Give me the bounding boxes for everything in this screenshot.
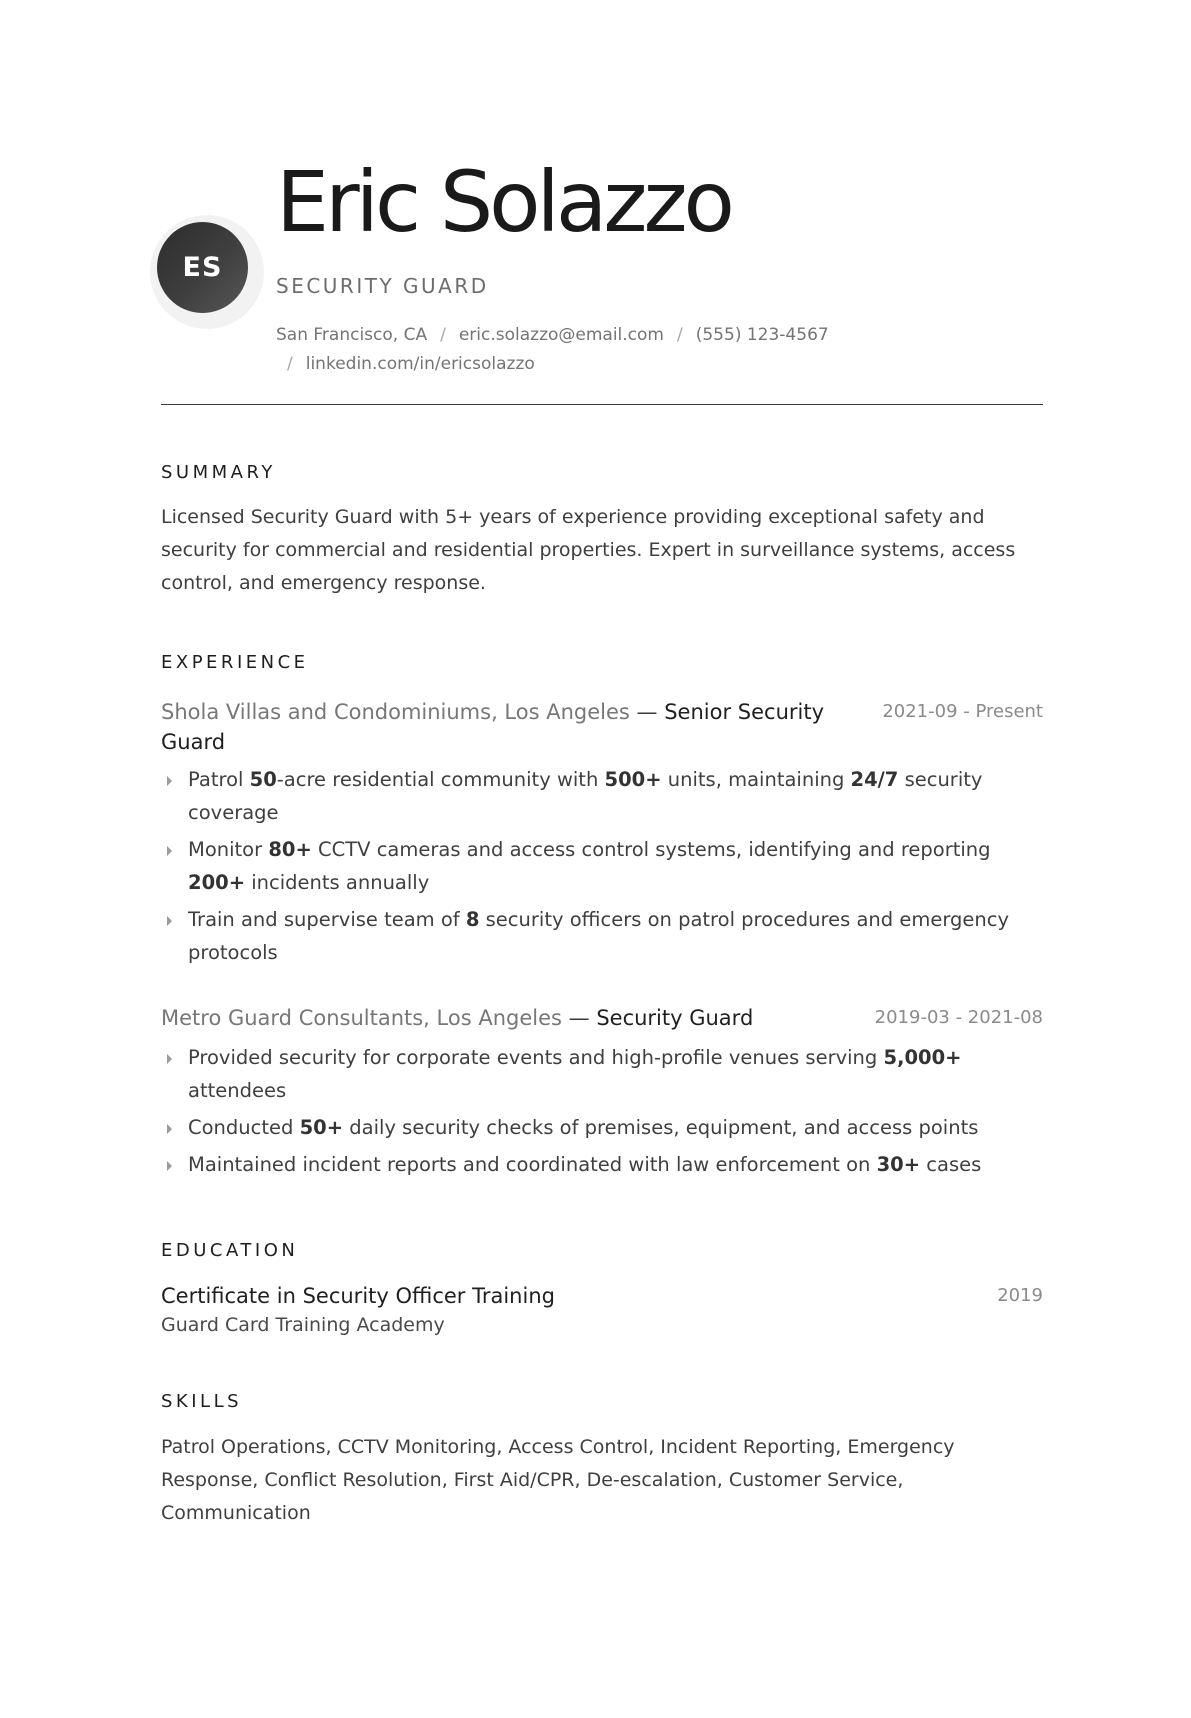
bullet-text: daily security checks of premises, equipment, and access points xyxy=(343,1116,979,1139)
bullet-text: Monitor xyxy=(188,838,269,861)
skills-text: Patrol Operations, CCTV Monitoring, Access Control, Incident Reporting, Emergency Response, Conflict Resolution, First Aid/CPR, De-escalation, Customer Service, Communication xyxy=(161,1436,955,1524)
skills-heading: SKILLS xyxy=(161,1391,243,1412)
bullet-highlight: 30+ xyxy=(876,1153,921,1176)
job-bullets xyxy=(161,763,1043,973)
job-company: Shola Villas and Condominiums, Los Angeles xyxy=(161,700,630,724)
header-divider xyxy=(161,404,1043,405)
job-header: Shola Villas and Condominiums, Los Angeles — Senior Security Guard 2021-09 - Present xyxy=(161,697,1043,757)
bullet-highlight: 50 xyxy=(249,768,277,791)
job-role: Security Guard xyxy=(596,1006,754,1030)
contact-phone[interactable]: (555) 123-4567 xyxy=(695,325,829,345)
job-bullet xyxy=(161,1111,1043,1144)
job-bullet xyxy=(161,763,1043,829)
bullet-text: units, maintaining xyxy=(661,768,851,791)
contact-separator: / xyxy=(287,354,293,374)
experience-heading: EXPERIENCE xyxy=(161,652,309,673)
contact-separator: / xyxy=(440,325,446,345)
job-dates: 2019-03 - 2021-08 xyxy=(874,1007,1043,1028)
bullet-highlight: 8 xyxy=(465,908,480,931)
education-heading: EDUCATION xyxy=(161,1240,299,1261)
triangle-bullet-icon xyxy=(167,1161,172,1171)
bullet-text: incidents annually xyxy=(245,871,430,894)
bullet-text: attendees xyxy=(188,1079,287,1102)
bullet-highlight: 50+ xyxy=(299,1116,344,1139)
avatar-ring xyxy=(150,215,264,329)
contact-location: San Francisco, CA xyxy=(276,325,428,345)
bullet-text: Conducted xyxy=(188,1116,300,1139)
summary-heading: SUMMARY xyxy=(161,462,276,483)
job-header: Metro Guard Consultants, Los Angeles — Security Guard 2019-03 - 2021-08 xyxy=(161,1003,1043,1033)
bullet-text: -acre residential community with xyxy=(276,768,605,791)
triangle-bullet-icon xyxy=(167,916,172,926)
bullet-text: cases xyxy=(920,1153,982,1176)
education-degree: Certificate in Security Officer Training xyxy=(161,1284,555,1308)
bullet-text: Train and supervise team of xyxy=(188,908,466,931)
summary-text: Licensed Security Guard with 5+ years of experience providing exceptional safety and security for commercial and residential properties. Expert in surveillance systems, access control, and emergency response. xyxy=(161,506,1016,594)
education-institution: Guard Card Training Academy xyxy=(161,1314,445,1336)
education-entry xyxy=(161,1281,1043,1311)
job-dates: 2021-09 - Present xyxy=(882,701,1043,722)
triangle-bullet-icon xyxy=(167,846,172,856)
avatar: ES xyxy=(157,222,248,313)
candidate-name: Eric Solazzo xyxy=(276,153,731,251)
bullet-text: security coverage xyxy=(188,768,983,824)
triangle-bullet-icon xyxy=(167,1054,172,1064)
contact-email[interactable]: eric.solazzo@email.com xyxy=(458,325,664,345)
triangle-bullet-icon xyxy=(167,1124,172,1134)
education-year: 2019 xyxy=(997,1285,1043,1306)
job-title: SECURITY GUARD xyxy=(276,274,489,298)
bullet-highlight: 200+ xyxy=(188,871,246,894)
contact-row xyxy=(276,325,829,345)
bullet-text: Patrol xyxy=(188,768,250,791)
job-company: Metro Guard Consultants, Los Angeles xyxy=(161,1006,562,1030)
bullet-highlight: 500+ xyxy=(604,768,662,791)
job-bullet xyxy=(161,1148,1043,1181)
contact-separator: / xyxy=(677,325,683,345)
bullet-highlight: 24/7 xyxy=(850,768,899,791)
bullet-text: security officers on patrol procedures and emergency protocols xyxy=(188,908,1010,964)
job-role: Senior Security Guard xyxy=(161,700,825,754)
job-bullet xyxy=(161,1041,1043,1107)
job-bullet xyxy=(161,903,1043,969)
job-bullet xyxy=(161,833,1043,899)
bullet-highlight: 5,000+ xyxy=(883,1046,962,1069)
contact-linkedin[interactable]: linkedin.com/in/ericsolazzo xyxy=(305,354,535,374)
contact-row-2 xyxy=(287,354,535,374)
bullet-text: CCTV cameras and access control systems, identifying and reporting xyxy=(311,838,991,861)
job-bullets xyxy=(161,1041,1043,1185)
triangle-bullet-icon xyxy=(167,776,172,786)
bullet-highlight: 80+ xyxy=(268,838,312,861)
bullet-text: Provided security for corporate events and high-profile venues serving xyxy=(188,1046,884,1069)
bullet-text: Maintained incident reports and coordinated with law enforcement on xyxy=(188,1153,877,1176)
